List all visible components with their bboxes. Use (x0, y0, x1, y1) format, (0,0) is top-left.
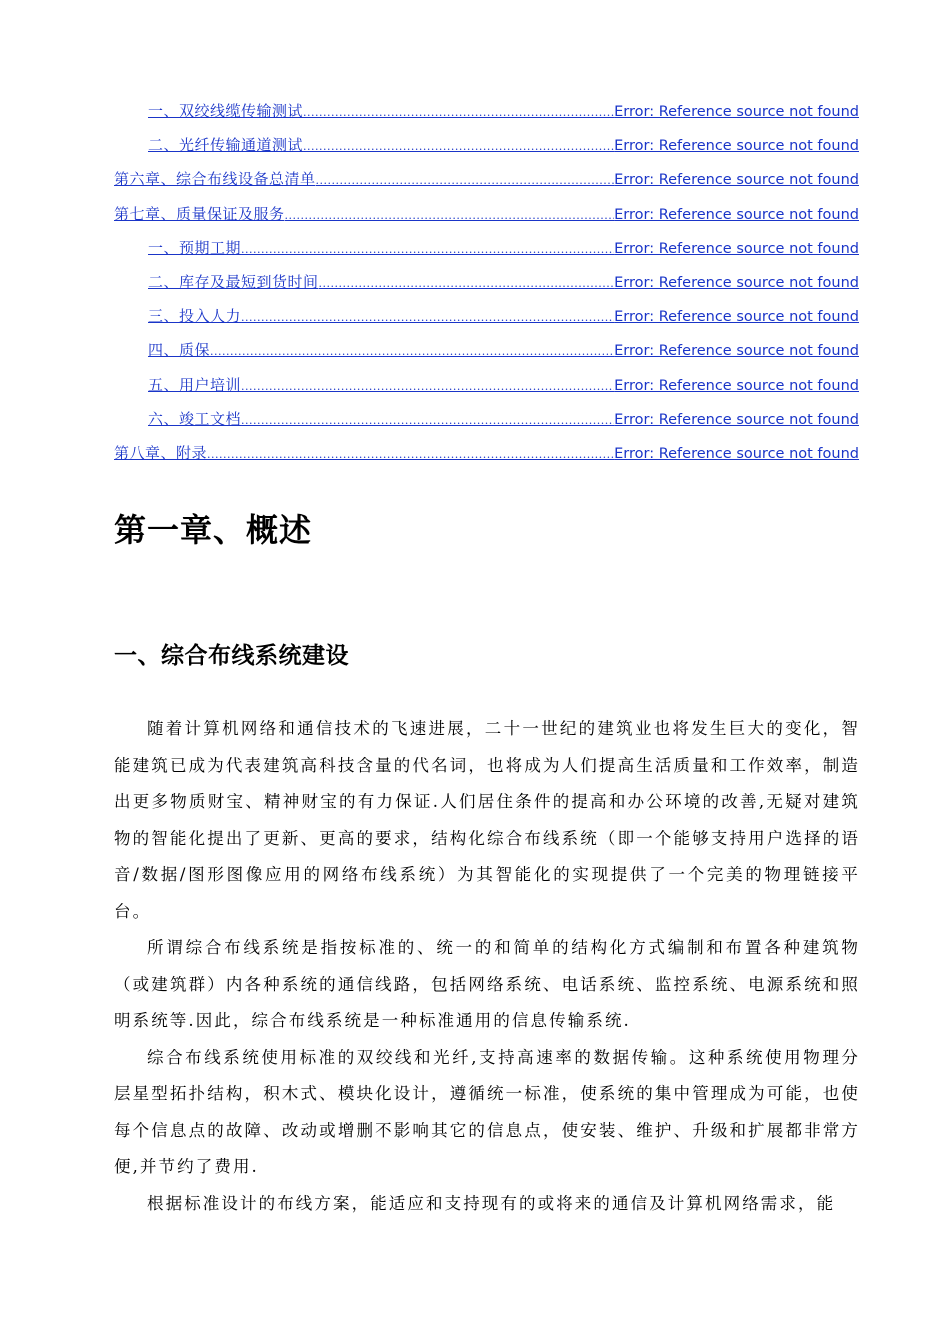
toc-entry[interactable] (114, 203, 859, 237)
toc-entry-ref: Error: Reference source not found (614, 309, 859, 326)
toc-leader-dots (316, 174, 615, 187)
toc-entry-title: 第八章、附录 (114, 443, 208, 462)
toc-entry-title: 一、预期工期 (148, 238, 242, 257)
table-of-contents (114, 100, 859, 476)
toc-entry-title: 三、投入人力 (148, 307, 242, 326)
toc-entry[interactable] (114, 442, 859, 476)
toc-entry-ref: Error: Reference source not found (614, 274, 859, 291)
paragraph: 综合布线系统使用标准的双绞线和光纤,支持高速率的数据传输。这种系统使用物理分层星型拓扑结构，积木式、模块化设计，遵循统一标准，使系统的集中管理成为可能，也使每个信息点的故障、改动或增删不影响其它的信息点，使安装、维护、升级和扩展都非常方便,并节约了费用. (114, 1047, 860, 1176)
toc-entry-ref: Error: Reference source not found (614, 411, 859, 428)
toc-entry-title: 第六章、综合布线设备总清单 (114, 170, 316, 189)
toc-leader-dots (210, 345, 614, 358)
toc-entry[interactable] (114, 237, 859, 271)
paragraph: 所谓综合布线系统是指按标准的、统一的和简单的结构化方式编制和布置各种建筑物（或建筑群）内各种系统的通信线路，包括网络系统、电话系统、监控系统、电源系统和照明系统等.因此，综合布线系统是一种标准通用的信息传输系统. (114, 938, 860, 1030)
toc-entry[interactable] (114, 305, 859, 339)
toc-entry[interactable] (114, 374, 859, 408)
toc-entry[interactable] (114, 100, 859, 134)
section-title: 一、综合布线系统建设 (114, 643, 349, 669)
toc-entry[interactable] (114, 339, 859, 373)
toc-entry-ref: Error: Reference source not found (614, 445, 859, 462)
body-text (114, 711, 860, 1222)
toc-leader-dots (207, 448, 614, 461)
toc-entry-title: 四、质保 (148, 341, 211, 360)
paragraph: 根据标准设计的布线方案，能适应和支持现有的或将来的通信及计算机网络需求，能 (147, 1193, 836, 1213)
toc-leader-dots (241, 243, 614, 256)
toc-entry-ref: Error: Reference source not found (614, 104, 859, 120)
toc-entry-title: 五、用户培训 (148, 375, 242, 394)
toc-entry-title: 二、光纤传输通道测试 (148, 136, 304, 155)
toc-entry[interactable] (114, 134, 859, 168)
toc-leader-dots (303, 140, 614, 153)
toc-entry-ref: Error: Reference source not found (614, 240, 859, 257)
toc-entry-ref: Error: Reference source not found (614, 343, 859, 360)
toc-leader-dots (241, 414, 614, 427)
toc-entry-title: 第七章、质量保证及服务 (114, 204, 285, 223)
toc-entry[interactable] (114, 271, 859, 305)
toc-entry-ref: Error: Reference source not found (614, 138, 859, 155)
toc-leader-dots (241, 380, 614, 393)
toc-entry[interactable] (114, 408, 859, 442)
chapter-title: 第一章、概述 (114, 511, 313, 549)
toc-entry-ref: Error: Reference source not found (614, 172, 859, 189)
toc-entry-ref: Error: Reference source not found (614, 206, 859, 223)
toc-leader-dots (319, 277, 615, 290)
toc-entry[interactable] (114, 168, 859, 202)
toc-entry-title: 六、竣工文档 (148, 409, 242, 428)
toc-entry-title: 二、库存及最短到货时间 (148, 272, 319, 291)
paragraph: 随着计算机网络和通信技术的飞速进展，二十一世纪的建筑业也将发生巨大的变化，智能建筑已成为代表建筑高科技含量的代名词，也将成为人们提高生活质量和工作效率，制造出更多物质财宝、精神财宝的有力保证.人们居住条件的提高和办公环境的改善,无疑对建筑物的智能化提出了更新、更高的要求，结构化综合布线系统（即一个能够支持用户选择的语音/数据/图形图像应用的网络布线系统）为其智能化的实现提供了一个完美的物理链接平台。 (114, 719, 860, 921)
toc-leader-dots (285, 209, 615, 222)
toc-leader-dots (303, 106, 614, 119)
toc-entry-title: 一、双绞线缆传输测试 (148, 102, 304, 120)
toc-entry-ref: Error: Reference source not found (614, 377, 859, 394)
toc-leader-dots (241, 311, 614, 324)
